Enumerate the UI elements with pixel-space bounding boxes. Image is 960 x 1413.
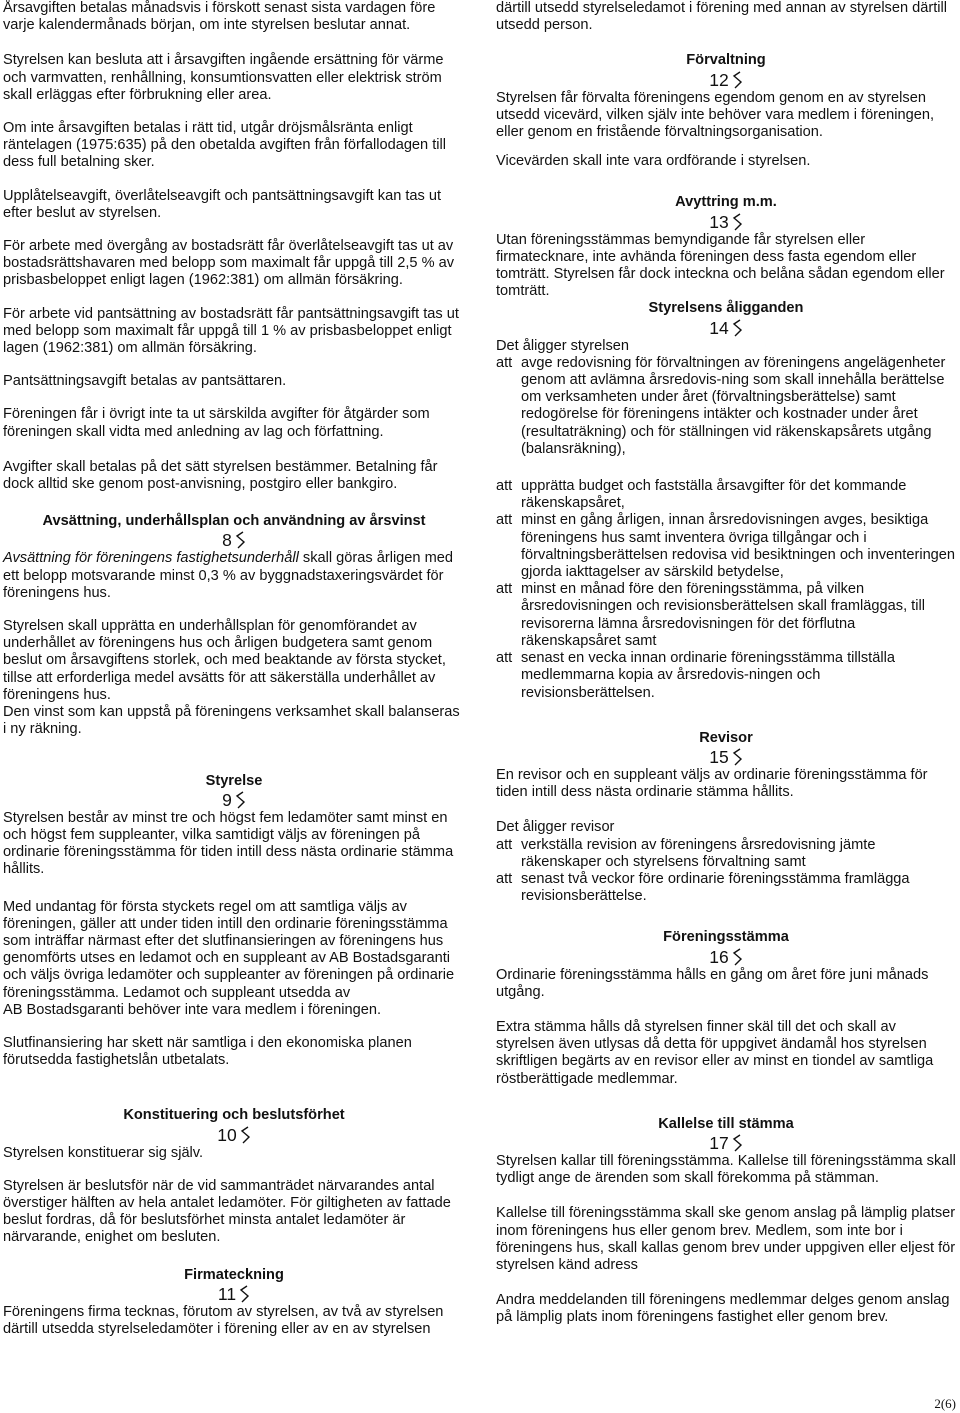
paragraph: Styrelsen kallar till föreningsstämma. Kallelse till föreningsstämma skall tydligt ange de ärenden som skall förekomma på stämman. [496,1152,956,1187]
paragraph: En revisor och en suppleant väljs av ordinarie föreningsstämma för tiden intill dess nästa ordinarie stämma hållits. [496,766,928,801]
section-heading: Förvaltning [686,52,766,69]
right-column [496,0,956,1327]
section-sign-icon [732,1134,743,1152]
section-heading: Avyttring m.m. [675,194,777,211]
list-item: att senast en vecka innan ordinarie föreningsstämma tillställa medlemmarna kopia av årsredovis-ningen och revisionsberättelsen. [496,650,895,701]
paragraph: Avgifter skall betalas på det sätt styrelsen bestämmer. Betalning får dock alltid ske genom post-anvisning, postgiro eller bankgiro. [3,458,438,493]
section-sign-icon [235,531,246,549]
section-sign-icon [732,319,743,337]
left-column [3,0,465,1338]
paragraph: Styrelsen kan besluta att i årsavgiften ingående ersättning för värme och varmvatten, renhållning, konsumtionsvatten eller elektrisk ström skall erläggas efter förbrukning eller area. [3,52,444,103]
section-number: 15 [496,747,956,767]
section-number: 17 [496,1133,956,1153]
paragraph: Den vinst som kan uppstå på föreningens verksamhet skall balanseras i ny räkning. [3,704,460,738]
section-heading: Kallelse till stämma [658,1115,794,1132]
paragraph: AB Bostadsgaranti behöver inte vara medlem i föreningen. [3,1001,382,1018]
paragraph: Avsättning för föreningens fastighetsunderhåll skall göras årligen med ett belopp motsvarande minst 0,3 % av byggnadstaxeringsvärdet för föreningens hus. [3,550,453,601]
list-item: att upprätta budget och fastställa årsavgifter för det kommande räkenskapsåret, [496,478,907,512]
paragraph: Andra meddelanden till föreningens medlemmar delges genom anslag på lämplig plats inom föreningens fastighet eller genom brev. [496,1292,950,1326]
section-heading: Konstituering och beslutsförhet [123,1107,345,1124]
section-number: 12 [496,70,956,90]
section-number: 10 [3,1125,465,1145]
paragraph: Styrelsen är beslutsför när de vid sammanträdet närvarandes antal överstiger hälften av hela antalet ledamöter. För giltigheten av fattade beslut fordras, då för beslutsförhet minsta antalet ledamöter är närvarande, enighet om besluten. [3,1177,451,1246]
paragraph: Styrelsen får förvalta föreningens egendom genom en av styrelsen utsedd vicevärd, vilken själv inte behöver vara medlem i föreningen, eller genom en fristående förvaltningsorganisation. [496,89,935,141]
list-item: att minst en månad före den föreningsstämma, på vilken årsredovisningen och revisionsberättelsen skall framläggas, till revisorerna lämna årsredovisningen för det förflutna räkenskapsåret samt [496,581,925,649]
list-item: att verkställa revision av föreningens årsredovisning jämte räkenskaper och styrelsens förvaltning samt [496,836,876,870]
section-sign-icon [235,791,246,809]
list-item: att avge redovisning för förvaltningen av föreningens angelägenheter genom att avlämna årsredovis-ning som skall innehålla berättelse om verksamheten under året (förvaltningsberättelse) samt redogörelse för föreningens intäkter och kostnader under året (resultaträkning) och för ställningen vid räkenskapsårets utgång (balansräkning), [496,354,946,457]
paragraph: Det åligger revisor [496,819,615,836]
paragraph: Styrelsen skall upprätta en underhållsplan för genomförandet av underhållet av föreningens hus och årligen budgetera samt genom beslut om årsavgiftens storlek, och med beaktande av första stycket, tillse att erforderliga medel avsätts för att säkerställa underhållet av föreningens hus. [3,618,446,703]
section-sign-icon [240,1126,251,1144]
paragraph: Det åligger styrelsen [496,337,630,354]
paragraph: Styrelsen konstituerar sig själv. [3,1144,204,1161]
paragraph: Kallelse till föreningsstämma skall ske genom anslag på lämplig platser inom föreningens hus eller genom brev. Medlem, som inte bor i föreningens hus, skall kallas genom brev under uppgiven eller eljest för styrelsen känd adress [496,1205,956,1273]
page-number: 2(6) [934,1396,956,1411]
paragraph: Utan föreningsstämmas bemyndigande får styrelsen eller firmatecknare, inte avhända föreningen dess fasta egendom eller tomträtt. Styrelsen får dock inteckna och belåna sådan egendom eller tomträtt. [496,231,945,300]
paragraph: Slutfinansiering har skett när samtliga i den ekonomiska planen förutsedda fastighetslån utbetalats. [3,1034,412,1069]
paragraph: Med undantag för första styckets regel om att samtliga väljs av föreningen, gäller att under tiden intill den ordinarie föreningsstämma som inträffar närmast efter det slutfinansieringen av föreningens hus genomförts utses en ledamot och en suppleant av AB Bostadsgaranti och väljs övriga ledamöter och suppleanter av föreningen på ordinarie föreningsstämma. Ledamot och suppleant utsedda av [3,898,455,1001]
section-heading: Föreningsstämma [663,929,789,946]
section-heading: Avsättning, underhållsplan och användning av årsvinst [42,513,426,530]
section-sign-icon [732,948,743,966]
section-number: 16 [496,947,956,967]
list-item: att minst en gång årligen, innan årsredovisningen avges, besiktiga föreningens hus samt inventera övriga tillgångar och i förvaltningsberättelsen redovisa vid besiktningen och inventeringen gjorda iakttagelser av särskild betydelse, [496,512,956,581]
section-heading: Styrelse [205,772,263,789]
paragraph: Styrelsen består av minst tre och högst fem ledamöter samt minst en och högst fem suppleanter, vilka samtidigt väljs av föreningen på ordinarie föreningsstämma för tiden intill dess nästa ordinarie stämma hållits. [3,809,454,878]
section-heading: Firmateckning [184,1266,284,1283]
paragraph: För arbete med övergång av bostadsrätt får överlåtelseavgift tas ut av bostadsrättshavaren med belopp som maximalt får uppgå till 2,5 % av prisbasbeloppet enligt lagen (1962:381) om allmän försäkring. [3,238,455,289]
section-heading: Styrelsens åligganden [648,300,804,317]
list-item: att senast två veckor före ordinarie föreningsstämma framlägga revisionsberättelse. [496,870,910,905]
paragraph: Föreningen får i övrigt inte ta ut särskilda avgifter för åtgärder som föreningen skall vidta med anledning av lag och författning. [3,406,430,440]
paragraph: Extra stämma hålls då styrelsen finner skäl till det och skall av styrelsen även utlysas då detta för uppgivet ändamål hos styrelsen skriftligen begärts av en revisor eller av minst en tiondel av samtliga röstberättigade medlemmar. [496,1018,934,1087]
section-sign-icon [239,1285,250,1303]
section-heading: Revisor [699,729,753,746]
paragraph: För arbete vid pantsättning av bostadsrätt får pantsättningsavgift tas ut med belopp som maximalt får uppgå till 1 % av prisbasbeloppet enligt lagen (1962:381) om allmän försäkring. [3,305,459,357]
paragraph: Föreningens firma tecknas, förutom av styrelsen, av två av styrelsen därtill utsedda styrelseledamöter i förening eller av en av styrelsen [3,1303,444,1337]
paragraph: Ordinarie föreningsstämma hålls en gång om året före juni månads utgång. [496,966,929,1000]
section-number: 13 [496,212,956,232]
paragraph: Vicevärden skall inte vara ordförande i styrelsen. [496,153,811,170]
paragraph: Upplåtelseavgift, överlåtelseavgift och pantsättningsavgift kan tas ut efter beslut av styrelsen. [3,187,442,221]
paragraph: Pantsättningsavgift betalas av pantsättaren. [3,373,287,390]
section-number: 8 [3,530,465,550]
paragraph: Årsavgiften betalas månadsvis i förskott senast sista vardagen före varje kalendermånads början, om inte styrelsen beslutar annat. [3,0,436,34]
paragraph: Om inte årsavgiften betalas i rätt tid, utgår dröjsmålsränta enligt räntelagen (1975:635) på den obetalda avgiften från förfallodagen till dess full betalning sker. [3,120,447,171]
section-sign-icon [732,213,743,231]
section-number: 11 [3,1284,465,1304]
section-number: 14 [496,318,956,338]
section-sign-icon [732,71,743,89]
paragraph: därtill utsedd styrelseledamot i förening med annan av styrelsen därtill utsedd person. [496,0,948,34]
section-number: 9 [3,790,465,810]
section-sign-icon [732,748,743,766]
